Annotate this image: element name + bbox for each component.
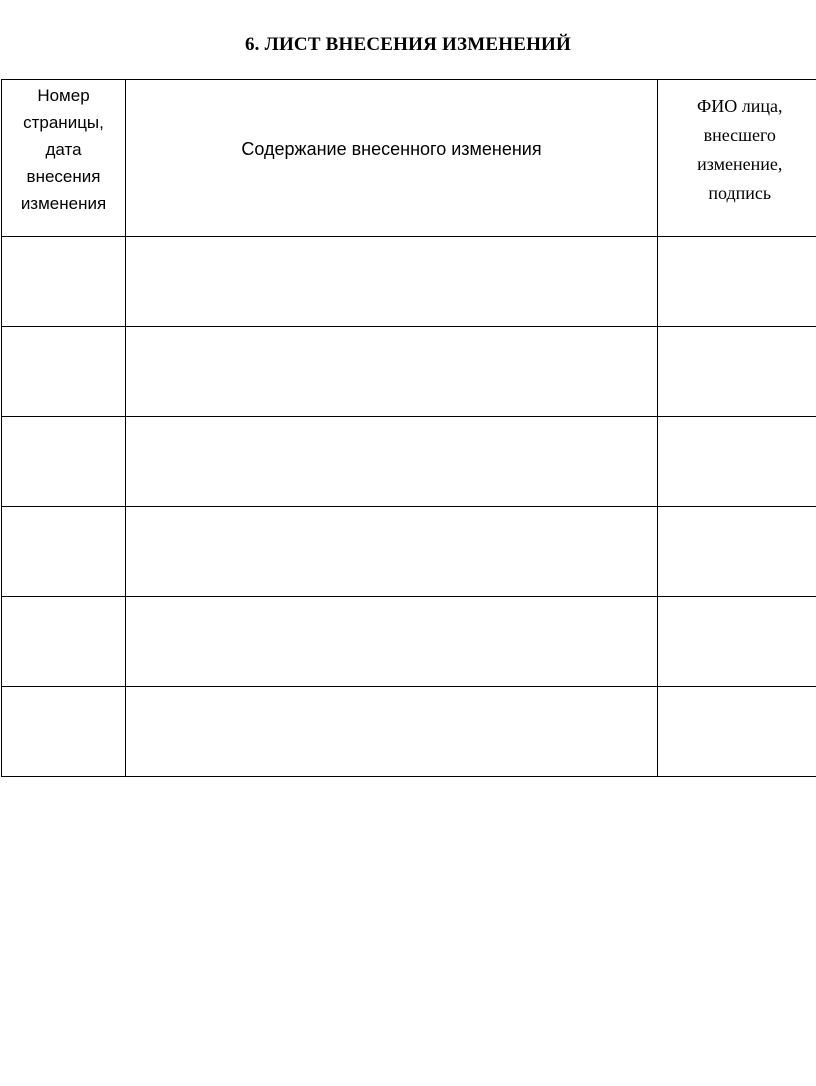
page-title: 6. ЛИСТ ВНЕСЕНИЯ ИЗМЕНЕНИЙ (244, 34, 572, 55)
table-row (2, 507, 816, 597)
cell-page-date[interactable] (2, 237, 126, 327)
cell-change-content[interactable] (126, 417, 658, 507)
cell-page-date[interactable] (2, 417, 126, 507)
table-row (2, 237, 816, 327)
header-page-date: Номер страницы, дата внесения изменения (2, 80, 126, 237)
cell-page-date[interactable] (2, 597, 126, 687)
cell-name-signature[interactable] (658, 237, 816, 327)
header-change-content: Содержание внесенного изменения (126, 80, 658, 237)
cell-name-signature[interactable] (658, 507, 816, 597)
table-row (2, 687, 816, 777)
cell-page-date[interactable] (2, 327, 126, 417)
cell-change-content[interactable] (126, 687, 658, 777)
cell-page-date[interactable] (2, 507, 126, 597)
cell-page-date[interactable] (2, 687, 126, 777)
cell-name-signature[interactable] (658, 687, 816, 777)
cell-name-signature[interactable] (658, 327, 816, 417)
cell-change-content[interactable] (126, 237, 658, 327)
table-row (2, 417, 816, 507)
table-header-row (2, 80, 816, 237)
cell-change-content[interactable] (126, 507, 658, 597)
table-row (2, 597, 816, 687)
header-name-signature: ФИО лица, внесшего изменение, подпись (658, 80, 816, 237)
table-row (2, 327, 816, 417)
cell-name-signature[interactable] (658, 417, 816, 507)
cell-change-content[interactable] (126, 327, 658, 417)
cell-change-content[interactable] (126, 597, 658, 687)
cell-name-signature[interactable] (658, 597, 816, 687)
change-log-table (1, 79, 816, 777)
